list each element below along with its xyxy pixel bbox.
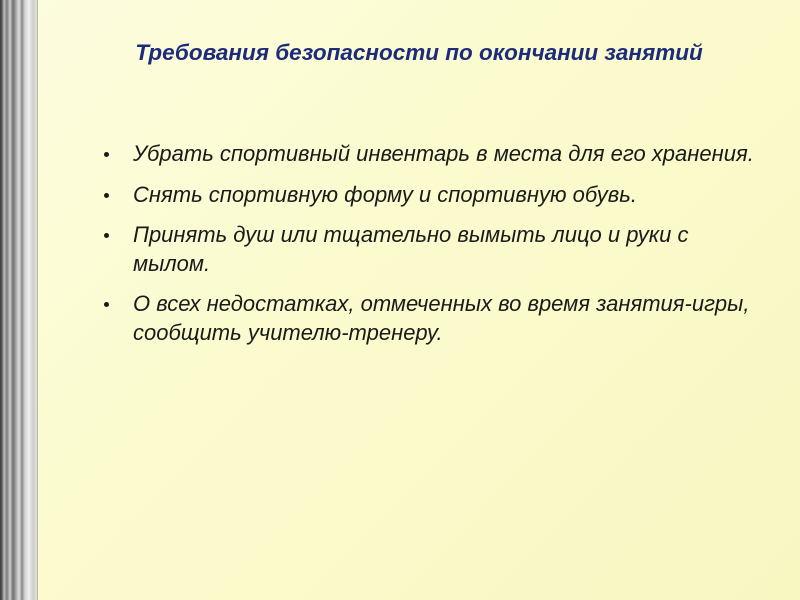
list-item: [104, 181, 764, 210]
list-item: [104, 221, 764, 278]
list-item-text: Снять спортивную форму и спортивную обувь.: [133, 181, 637, 207]
bullet-dot-icon: [104, 152, 109, 157]
list-item: [104, 140, 764, 169]
list-item-text: Принять душ или тщательно вымыть лицо и руки с мылом.: [133, 222, 689, 276]
list-item-text: О всех недостатках, отмеченных во время занятия-игры, сообщить учителю-тренеру.: [133, 291, 750, 345]
bullet-dot-icon: [104, 233, 109, 238]
decorative-side-bar: [0, 0, 38, 600]
list-item: [104, 290, 764, 347]
bullet-dot-icon: [104, 193, 109, 198]
bullet-list: [104, 140, 764, 359]
list-item-text: Убрать спортивный инвентарь в места для его хранения.: [133, 141, 754, 166]
slide-title: Требования безопасности по окончании занятий: [135, 40, 703, 65]
bullet-dot-icon: [104, 302, 109, 307]
